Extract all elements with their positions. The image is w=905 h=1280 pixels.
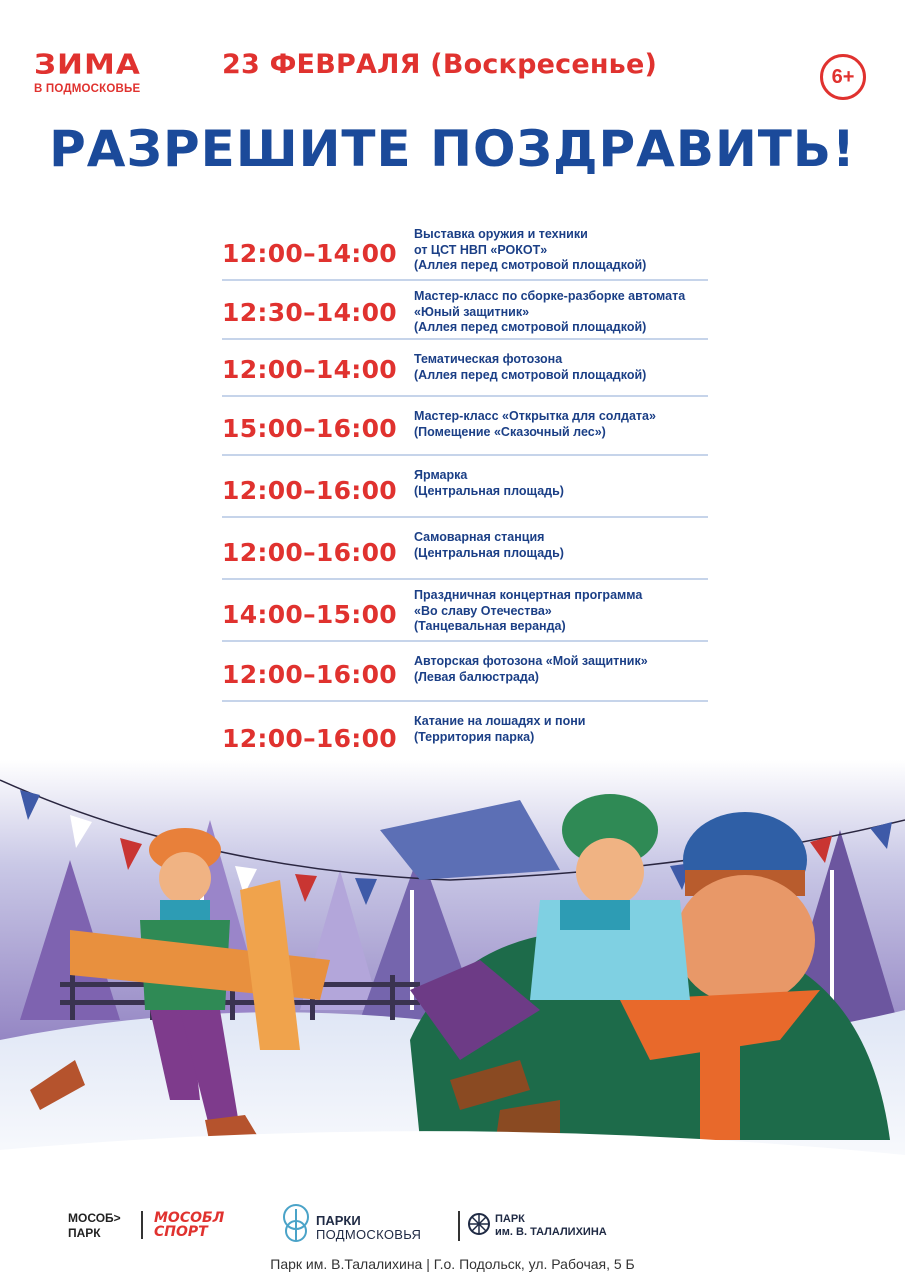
schedule-row: [222, 397, 708, 456]
schedule-description-line: Выставка оружия и техники: [414, 227, 588, 241]
schedule-row: [222, 642, 708, 702]
talalikhin-logo-line2: им. В. ТАЛАЛИХИНА: [495, 1226, 607, 1238]
schedule-description-line: (Левая балюстрада): [414, 669, 539, 684]
mosoblsport-logo-line1: МОСОБЛ: [154, 1210, 225, 1226]
page-title: РАЗРЕШИТЕ ПОЗДРАВИТЬ!: [49, 120, 856, 178]
schedule-row: [222, 518, 708, 580]
schedule-description: [414, 289, 685, 336]
footer-logos: [0, 1195, 905, 1245]
schedule-time: 12:00–14:00: [222, 355, 397, 384]
zima-logo-subtitle: В ПОДМОСКОВЬЕ: [34, 83, 141, 95]
schedule-row: [222, 281, 708, 340]
schedule-row: [222, 219, 708, 281]
schedule-description: [414, 468, 564, 499]
schedule-row: [222, 702, 708, 766]
schedule-description-line: (Помещение «Сказочный лес»): [414, 424, 606, 439]
schedule-row: [222, 580, 708, 642]
schedule-description: [414, 654, 648, 685]
zima-logo: [34, 50, 141, 95]
schedule-row: [222, 456, 708, 518]
mosobpark-logo-line2: ПАРК: [68, 1226, 101, 1240]
venue-address: Парк им. В.Талалихина | Г.о. Подольск, ул. Рабочая, 5 Б: [270, 1256, 635, 1272]
schedule-time: 14:00–15:00: [222, 600, 397, 629]
schedule-description-line: Мастер-класс по сборке-разборке автомата: [414, 289, 686, 303]
schedule-time: 15:00–16:00: [222, 414, 397, 443]
schedule-description-line: (Центральная площадь): [414, 483, 564, 498]
schedule-description-line: «Во славу Отечества»: [414, 603, 552, 618]
schedule-description-line: (Аллея перед смотровой площадкой): [414, 258, 647, 272]
schedule-description-line: Катание на лошадях и пони: [414, 714, 586, 728]
schedule-description: [414, 352, 646, 383]
logo-divider: [141, 1211, 143, 1239]
schedule-time: 12:00–16:00: [222, 724, 397, 753]
talalikhin-logo-line1: ПАРК: [495, 1213, 525, 1225]
schedule-list: [222, 219, 708, 766]
schedule-description: [414, 714, 585, 745]
logo-divider: [458, 1211, 460, 1241]
parks-logo-line1: ПАРКИ: [316, 1213, 361, 1228]
schedule-time: 12:00–16:00: [222, 476, 397, 505]
mosobpark-logo: [68, 1211, 121, 1241]
schedule-description-line: «Юный защитник»: [414, 304, 530, 319]
mosoblsport-logo: [154, 1211, 224, 1239]
schedule-time: 12:00–16:00: [222, 660, 397, 689]
schedule-description-line: (Территория парка): [414, 729, 535, 744]
zima-logo-title: ЗИМА: [34, 48, 141, 81]
schedule-description-line: (Аллея перед смотровой площадкой): [414, 320, 647, 334]
schedule-description-line: Ярмарка: [414, 468, 468, 482]
mosobpark-logo-line1: МОСОБ>: [68, 1211, 121, 1225]
wheel-emblem-icon: [466, 1211, 492, 1237]
schedule-description: [414, 409, 656, 440]
tree-emblem-icon: [280, 1201, 312, 1245]
schedule-description-line: от ЦСТ НВП «РОКОТ»: [414, 242, 548, 257]
event-date: 23 ФЕВРАЛЯ (Воскресенье): [222, 49, 658, 80]
schedule-time: 12:30–14:00: [222, 298, 397, 327]
schedule-time: 12:00–14:00: [222, 239, 397, 268]
schedule-description-line: Самоварная станция: [414, 530, 545, 544]
parks-logo-line2: ПОДМОСКОВЬЯ: [316, 1227, 422, 1242]
age-rating-badge: 6+: [820, 54, 866, 100]
schedule-description-line: (Аллея перед смотровой площадкой): [414, 367, 647, 382]
schedule-description-line: Авторская фотозона «Мой защитник»: [414, 654, 648, 668]
schedule-description: [414, 227, 646, 274]
schedule-description-line: (Танцевальная веранда): [414, 619, 566, 633]
schedule-description-line: Мастер-класс «Открытка для солдата»: [414, 409, 656, 423]
winter-illustration: [0, 760, 905, 1200]
schedule-description-line: (Центральная площадь): [414, 545, 564, 560]
schedule-description: [414, 588, 642, 635]
schedule-description-line: Тематическая фотозона: [414, 352, 563, 366]
schedule-description: [414, 530, 564, 561]
schedule-description-line: Праздничная концертная программа: [414, 588, 643, 602]
schedule-time: 12:00–16:00: [222, 538, 397, 567]
schedule-row: [222, 340, 708, 397]
mosoblsport-logo-line2: СПОРТ: [154, 1224, 208, 1240]
